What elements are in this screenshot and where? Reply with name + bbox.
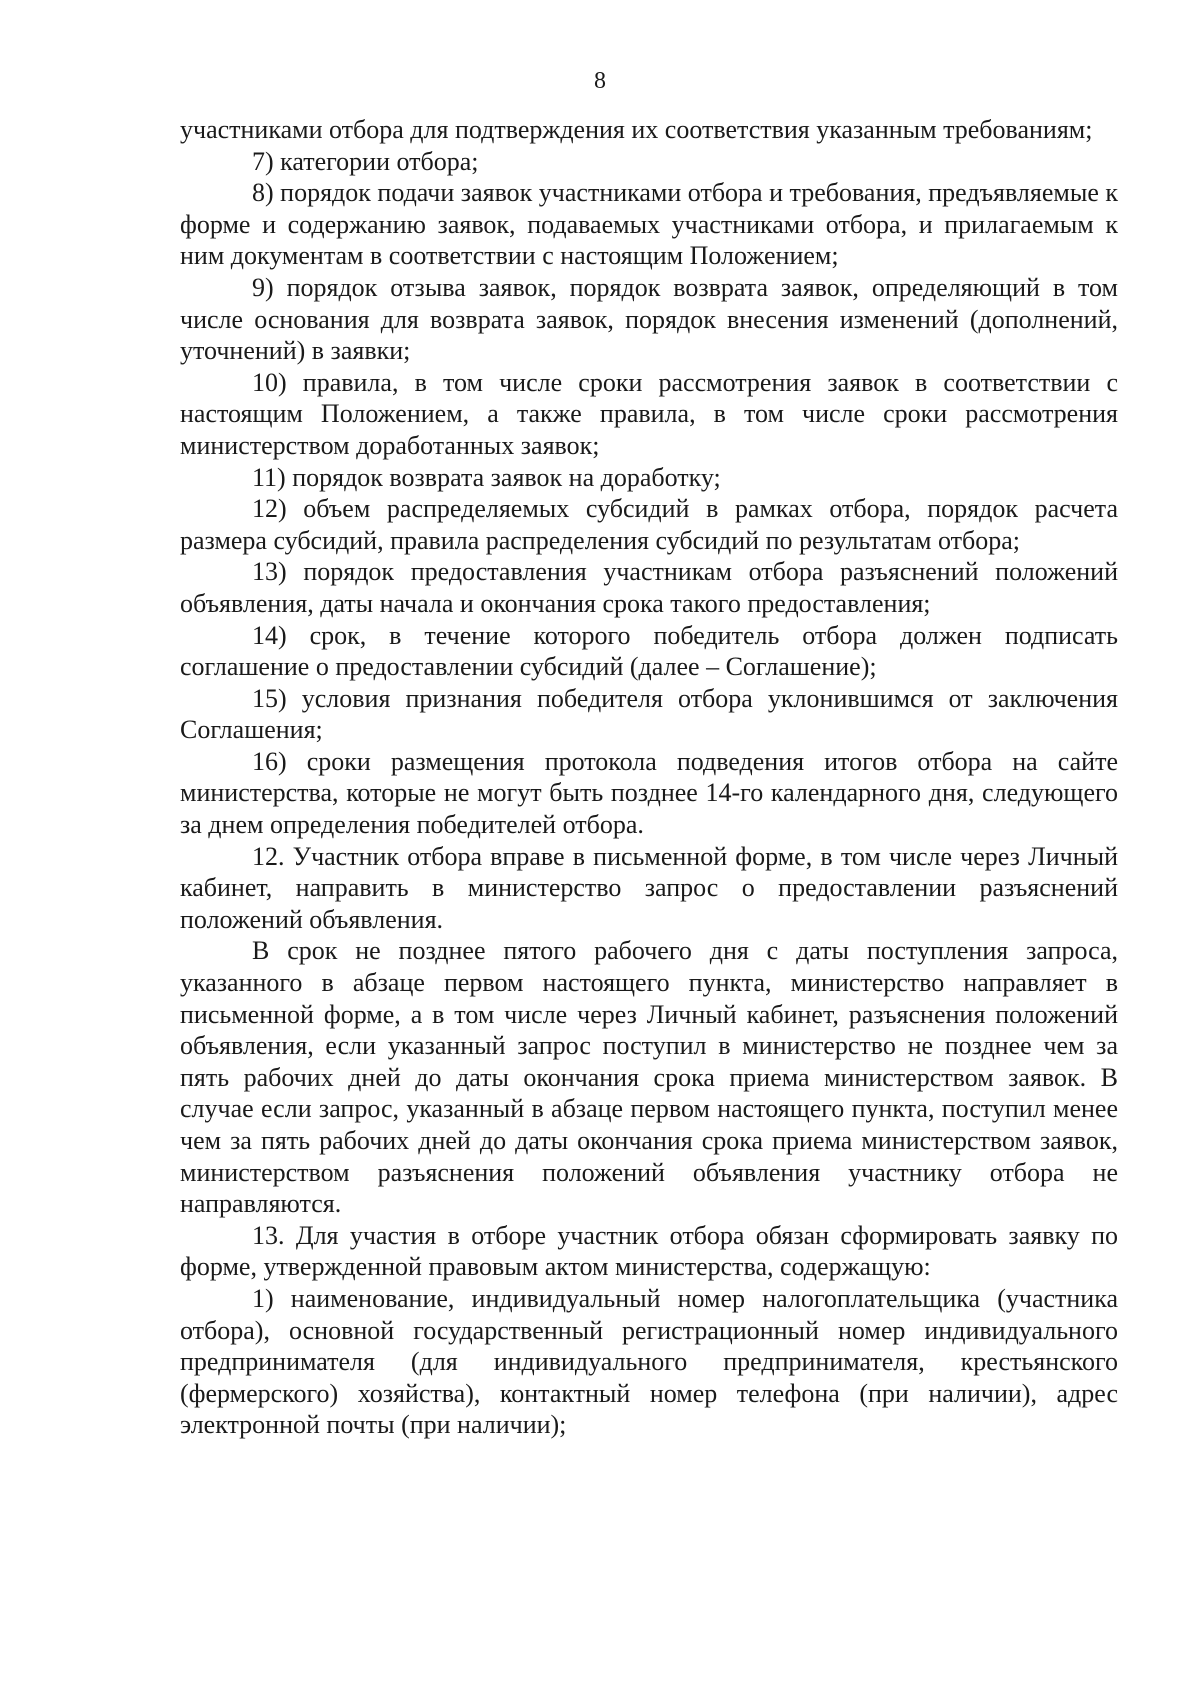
paragraph-continuation: участниками отбора для подтверждения их соответствия указанным требованиям; [180,115,1093,144]
list-item-14: 14) срок, в течение которого победитель отбора должен подписать соглашение о предоставлении субсидий (далее – Соглашение); [180,620,1118,682]
clause-13: 13. Для участия в отборе участник отбора обязан сформировать заявку по форме, утвержденной правовым актом министерства, содержащую: [180,1220,1118,1282]
list-item-10: 10) правила, в том числе сроки рассмотрения заявок в соответствии с настоящим Положением, а также правила, в том числе сроки рассмотрения министерством доработанных заявок; [180,367,1118,460]
list-item-11: 11) порядок возврата заявок на доработку; [252,462,721,492]
page-number: 8 [594,68,606,94]
list-item-7: 7) категории отбора; [252,146,479,176]
clause-12-paragraph-2: В срок не позднее пятого рабочего дня с даты поступления запроса, указанного в абзаце первом настоящего пункта, министерство направляет в письменной форме, а в том числе через Личный кабинет, разъяснения положений объявления, если указанный запрос поступил в министерство не позднее чем за пять рабочих дней до даты окончания срока приема министерством заявок. В случае если запрос, указанный в абзаце первом настоящего пункта, поступил менее чем за пять рабочих дней до даты окончания срока приема министерством заявок, министерством разъяснения положений объявления участнику отбора не направляются. [180,936,1118,1219]
list-item-16: 16) сроки размещения протокола подведения итогов отбора на сайте министерства, которые не могут быть позднее 14-го календарного дня, следующего за днем определения победителей отбора. [180,746,1118,840]
document-body [180,114,1118,1441]
clause-12: 12. Участник отбора вправе в письменной форме, в том числе через Личный кабинет, направить в министерство запрос о предоставлении разъяснений положений объявления. [180,841,1118,934]
list-item-13: 13) порядок предоставления участникам отбора разъяснений положений объявления, даты начала и окончания срока такого предоставления; [180,557,1118,618]
list-item-8: 8) порядок подачи заявок участниками отбора и требования, предъявляемые к форме и содержанию заявок, подаваемых участниками отбора, и прилагаемым к ним документам в соответствии с настоящим Положением; [180,178,1118,271]
list-item-9: 9) порядок отзыва заявок, порядок возврата заявок, определяющий в том числе основания для возврата заявок, порядок внесения изменений (дополнений, уточнений) в заявки; [180,272,1118,366]
list-item-15: 15) условия признания победителя отбора уклонившимся от заключения Соглашения; [180,683,1118,745]
clause-13-item-1: 1) наименование, индивидуальный номер налогоплательщика (участника отбора), основной государственный регистрационный номер индивидуального предпринимателя (для индивидуального предпринимателя, крестьянского (фермерского) хозяйства), контактный номер телефона (при наличии), адрес электронной почты (при наличии); [180,1283,1118,1440]
list-item-12: 12) объем распределяемых субсидий в рамках отбора, порядок расчета размера субсидий, правила распределения субсидий по результатам отбора; [180,494,1118,555]
